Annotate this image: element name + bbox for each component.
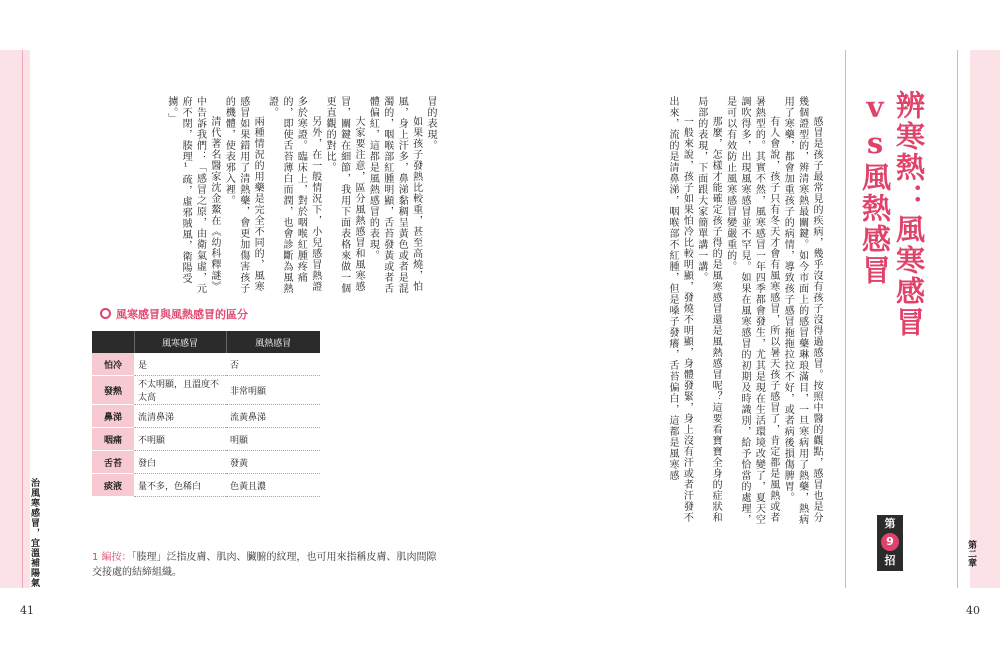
comparison-table — [92, 331, 320, 497]
row-label: 發熱 — [92, 376, 134, 405]
table-row — [92, 353, 320, 376]
hot-cell: 色黃且濃 — [226, 474, 320, 497]
cold-cell: 發白 — [134, 451, 226, 474]
row-label: 舌苔 — [92, 451, 134, 474]
hot-cell: 否 — [226, 353, 320, 376]
paragraph: 一般來說，孩子如果怕冷比較明顯，發燒不明顯，身體發緊，身上沒有汗或者汗發不出來，流的是清鼻涕，咽喉部不紅腫，但是嗓子發癢，舌苔偏白，這都是風寒感 — [666, 96, 693, 523]
hot-cell: 流黃鼻涕 — [226, 405, 320, 428]
table-title-text: 風寒感冒與風熱感冒的區分 — [116, 308, 248, 321]
table-header-cell — [92, 331, 134, 353]
tip-badge — [877, 515, 903, 571]
table-row — [92, 405, 320, 428]
paragraph: 兩種情況的用藥是完全不同的，風寒感冒如果錯用了清熱藥，會更加傷害孩子的機體，使表邪入裡。 — [223, 96, 264, 294]
row-label: 咽痛 — [92, 428, 134, 451]
badge-top: 第 — [884, 517, 896, 530]
section-title: 辨寒熱：風寒感冒vs風熱感冒 — [858, 90, 926, 338]
footnote-text: 「腠理」泛指皮膚、肌肉、臟腑的紋理，也可用來指稱皮膚、肌肉間隙交接處的結締組織。 — [92, 552, 437, 578]
table-row — [92, 451, 320, 474]
badge-number: 9 — [881, 533, 899, 551]
table-row — [92, 428, 320, 451]
table-row — [92, 474, 320, 497]
circle-icon — [100, 308, 111, 319]
left-page-rule — [22, 50, 23, 588]
hot-cell: 明顯 — [226, 428, 320, 451]
cold-cell: 量不多，色稀白 — [134, 474, 226, 497]
paragraph: 清代著名醫家沈金鰲在《幼科釋謎》中告訴我們：「感冒之原，由衛氣虛，元府不閉，腠理¹疏，虛邪賊風，衛陽受擄。」 — [165, 96, 220, 294]
badge-bottom: 招 — [884, 554, 896, 567]
table-header-cell: 風寒感冒 — [134, 331, 226, 353]
hot-cell: 發黃 — [226, 451, 320, 474]
paragraph: 有人會說，孩子只有冬天才會有風寒感冒，所以暑天孩子感冒了，肯定都是風熱或者暑熱型的。其實不然，風寒感冒一年四季都會發生，尤其是現在生活環境改變了，夏天空調吹得多，出現風寒感冒並不罕見。如果在風寒感冒的初期及時識別，給予恰當的處理，是可以有效防止風寒感冒變嚴重的。 — [724, 96, 779, 525]
paragraph: 另外，在一般情況下，小兒感冒熱證多於寒證。臨床上，對於咽喉紅腫疼痛的，即使舌苔薄白而潤，也會診斷為風熱證。 — [266, 96, 321, 294]
right-page-rule — [957, 50, 958, 588]
title-rule — [845, 50, 846, 588]
left-body-text — [92, 96, 437, 296]
table-row — [92, 376, 320, 405]
cold-cell: 流清鼻涕 — [134, 405, 226, 428]
page-number-left: 41 — [20, 604, 34, 617]
row-label: 怕冷 — [92, 353, 134, 376]
chapter-label: 第二章 — [966, 540, 976, 567]
row-label: 痰液 — [92, 474, 134, 497]
row-label: 鼻涕 — [92, 405, 134, 428]
paragraph: 感冒是孩子最常見的疾病，幾乎沒有孩子沒得過感冒。按照中醫的觀點，感冒也是分幾個證型的，辨清寒熱最關鍵。如今市面上的感冒藥琳琅滿目，一旦寒病用了熱藥，熱病用了寒藥，都會加重孩子的病情，導致孩子感冒拖拖拉拉不好，或者病後損傷脾胃。 — [782, 96, 822, 525]
cold-cell: 是 — [134, 353, 226, 376]
cold-cell: 不明顯 — [134, 428, 226, 451]
footnote-marker: 1 編按： — [92, 552, 132, 563]
table-header-row — [92, 331, 320, 353]
table-title — [100, 306, 248, 322]
paragraph: 如果孩子發熱比較重，甚至高燒，怕風，身上汗多，鼻涕黏稠呈黃色或者是混濁的，咽喉部紅腫明顯，舌苔發黃或者舌體偏紅，這都是風熱感冒的表現。 — [367, 96, 422, 294]
right-margin-strip — [970, 50, 1000, 588]
left-margin-strip — [0, 50, 30, 588]
running-head: 治風寒感冒，宜溫補陽氣 — [29, 478, 39, 588]
paragraph: 那麼，怎樣才能確定孩子得的是風寒感冒還是風熱感冒呢？這要看寶寶全身的症狀和局部的表現，下面跟大家簡單講一講。 — [695, 96, 722, 523]
cold-cell: 不太明顯，且溫度不太高 — [134, 376, 226, 405]
footnote — [92, 550, 437, 580]
page-number-right: 40 — [966, 604, 980, 617]
paragraph: 冒的表現。 — [425, 96, 436, 151]
hot-cell: 非常明顯 — [226, 376, 320, 405]
paragraph: 大家要注意，區分風熱感冒和風寒感冒，關鍵在細節，我用下面表格來做一個更直觀的對比。 — [324, 96, 364, 294]
right-body-text — [555, 96, 823, 526]
table-header-cell: 風熱感冒 — [226, 331, 320, 353]
